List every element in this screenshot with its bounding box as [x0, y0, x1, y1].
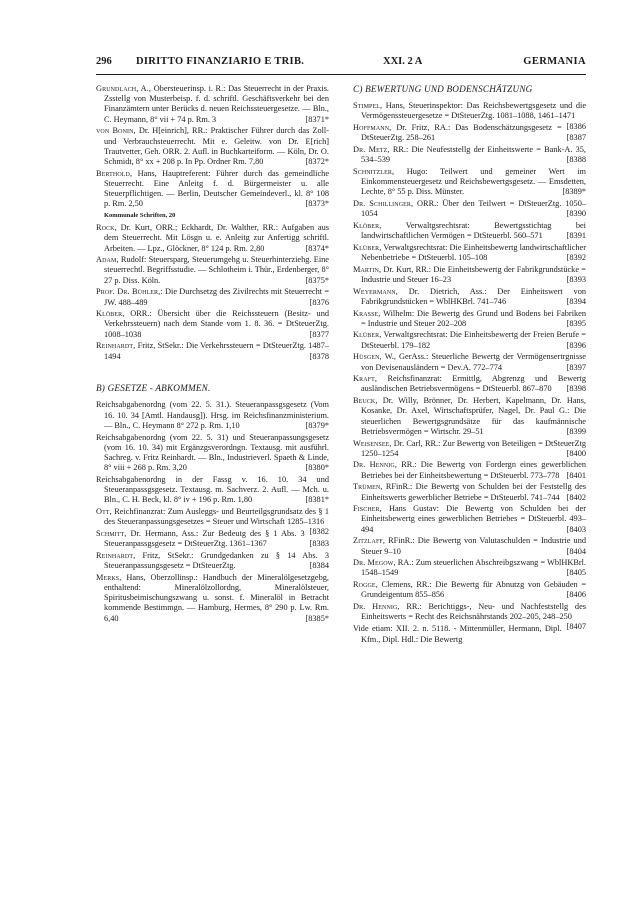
entry-author: Dr. Hennig, [353, 602, 400, 612]
entry-ref-number: [8395 [566, 318, 586, 328]
entry-ref-number: [8396 [566, 340, 586, 350]
bibliography-entry [96, 400, 329, 431]
page-number: 296 [96, 56, 112, 67]
entry-author: Kraft, [353, 374, 378, 384]
entry-text: RR.: Die Neufeststellg der Einheitswerte = Bank-A. 35, 534–539 [361, 145, 587, 165]
entry-ref-number: [8386 [566, 121, 586, 131]
country-label: GERMANIA [523, 56, 586, 67]
entry-text: Hans, Hauptreferent: Führer durch das gemeindliche Steuerrecht. Eine Anleitg f. d. Bürgermeister u. alle Steuerpflichtigen. — Berlin, Deutscher Gemeindeverl., kl. 8° 108 p. Rm. 2,50 [104, 168, 329, 209]
entry-ref-number: [8397 [566, 362, 586, 372]
entry-ref-number: [8382 [309, 527, 329, 537]
entry-text: Reichfinanzrat: Zum Ausleggs- und Beurteilgsgrundsatz des § 1 des Steueranpassungsgesetzes = Steuer und Wirtschaft 1285–1316 [104, 507, 329, 527]
left-column [96, 84, 329, 625]
entry-ref-number: [8401 [566, 470, 586, 480]
entry-text: Verwaltgsrechtsrat: Bewertgsstichtag bei landwirtschaftlichen Vermögen = DtSteuerbl. 560–571 [361, 220, 586, 241]
entry-author: Berthold, [96, 168, 133, 178]
entry-text: Dr. Dietrich, Ass.: Der Einheitswert von Fabrikgrundstücken = WblHKBrl. 741–746 [361, 286, 587, 306]
bibliography-entry [353, 482, 586, 502]
entry-author: Dr. Megow, [353, 558, 396, 568]
entry-author: Schnitzler, [353, 166, 395, 176]
entry-author: Klüber, [353, 242, 382, 252]
entry-ref-number: [8402 [566, 492, 586, 502]
entry-ref-number: [8372* [305, 156, 329, 166]
bibliography-entry [353, 352, 586, 372]
entry-author: Klüber, [353, 330, 382, 340]
entry-ref-number: [8375* [305, 275, 329, 285]
entry-text: Wilhelm: Die Bewertg des Grund und Bodens bei Fabriken = Industrie und Steuer 202–208 [361, 308, 586, 328]
entry-text: Dr. H[einrich], RR.: Praktischer Führer durch das Zoll-und Verbrauchsteuerrecht. Mit e. Geleitw. von Dr. E[rich] Trautvetter, Geh. ORR. 2. Aufl. in Buchkarteiform. — Köln, Dr. O. Schmidt, 8° xx + 208 p. In Pp. Ordner Rm. 7,80 [104, 126, 329, 166]
entry-author: Rogge, [353, 580, 378, 590]
entry-text: Dr. Kurt, RR.: Die Einheitsbewertg der Fabrikgrundstücke = Industrie und Steuer 16–23 [361, 264, 586, 284]
entry-text: Dr. Hermann, Ass.: Zur Bedeutg des § 1 Abs. 3 Steueranpassgsgesetz = DtSteuerZtg. 1361–1367 [104, 528, 305, 549]
entry-author: Adam, [96, 255, 119, 265]
right-column [353, 84, 586, 646]
entry-ref-number: [8381* [305, 495, 329, 505]
section-c-heading: C) BEWERTUNG UND BODENSCHÄTZUNG [353, 84, 533, 94]
entry-ref-number: [8380* [305, 463, 329, 473]
bibliography-entry [353, 265, 586, 285]
volume-label: XXI. 2 A [383, 56, 423, 67]
entry-ref-number: [8400 [566, 448, 586, 458]
entry-text: Dr. Fritz, RA.: Das Bodenschätzungsgesetz = DtSteuerZtg. 258–261 [361, 123, 562, 143]
entry-ref-number: [8378 [309, 351, 329, 361]
entry-author: Reinhardt, [96, 550, 136, 560]
section-b-heading: B) GESETZE - ABKOMMEN. [96, 383, 211, 394]
entry-ref-number: [8389* [562, 187, 586, 197]
entry-author: Rock, [96, 223, 117, 233]
bibliography-entry [353, 536, 586, 556]
entry-text: Hans, Oberzollinsp.: Handbuch der Mineralölgesetzgebg, enthaltend: Mineralölzollordng, Mineralölsteuer, Spiritusbeimischungszwang u. sonst. f. Mineralöl in Betracht kommende Bestimmgn. — Hamburg, Hermes, 8° 290 p. Lw. Rm. 6,40 [104, 572, 329, 623]
entry-ref-number: [8384 [309, 561, 329, 571]
entry-ref-number: [8385* [305, 613, 329, 623]
entry-text: Verwaltgsrechtsrat: Die Einheitsbewertg landwirtschaftlicher Nebenbetriebe = DtSteuerbl. 105–108 [361, 242, 586, 263]
entry-ref-number: [8398 [566, 384, 586, 394]
entry-author: Klöber, [353, 220, 382, 230]
bibliography-entry [96, 551, 329, 571]
entry-author: Schmitt, [96, 528, 127, 538]
bibliography-entry [96, 169, 329, 210]
entry-author: Hüsgen, [353, 352, 382, 362]
entry-text: Reichsfinanzrat: Ermittlg, Abgrenzg und Bewertg ausländischen Betriebsvermögens = DtSteuerbl. 867–870 [361, 374, 587, 394]
bibliography-entry [353, 580, 586, 600]
entry-ref-number: [8399 [566, 426, 586, 436]
entry-text: RR.: Die Bewertg von Fordergn eines gewerblichen Betriebes bei der Einheitsbewertung = DtSteuerbl. 773–778 [361, 460, 586, 480]
entry-text: Obersteuerinsp. i. R.: Das Steuerrecht in der Praxis. Zsstellg von Musterbeisp. f. d. schriftl. Geschäftsverkehr bei den Finanzämtern unter Berücks d. neuen Reichssteuergesetze. — Bln., C. Heymann, 8° vii + 74 p. Rm. 3 [104, 84, 329, 124]
entry-author: Zitzlaff, [353, 536, 386, 546]
entry-ref-number: [8373* [305, 199, 329, 209]
entry-text: Die Durchsetzg des Zivilrechts mit Steuerrecht = JW. 488–489 [104, 287, 330, 307]
bibliography-entry [353, 123, 586, 143]
bibliography-entry [96, 309, 329, 340]
bibliography-entry [96, 126, 329, 167]
bibliography-entry [353, 396, 586, 437]
entry-ref-number: [8407 [566, 622, 586, 632]
bibliography-entry [96, 84, 329, 125]
entries-group-laws [96, 400, 329, 623]
entry-ref-number: [8406 [566, 590, 586, 600]
entry-author: Beuck, [353, 396, 378, 406]
bibliography-entry [353, 309, 586, 329]
entry-ref-number: [8393 [566, 274, 586, 284]
entry-ref-number: [8379* [305, 420, 329, 430]
entry-text: Dr. Kurt, ORR.; Eckhardt, Dr. Walther, RR.: Aufgaben aus dem Steuerrecht. Mit Lösgn u. e. Anleitg zur Anfertigg schriftl. Arbeiten. — Lpz., Glöckner, 8° 124 p. Rm. 2,80 [104, 223, 329, 253]
entry-text: ORR.: Über den Teilwert = DtSteuerZtg. 1050–1054 [361, 199, 586, 219]
bibliography-entry [96, 433, 329, 474]
entry-author: Prof. Dr. Bühler,: [96, 287, 163, 297]
entry-text: Clemens, RR.: Die Bewertg für Abnutzg von Gebäuden = Grundeigentum 855–856 [361, 580, 586, 600]
entry-text: Reichsabgabenordng (vom 22. 5. 31) und Steueranpassungsgesetz (vom 16. 10. 34) mit Ergänzgsverordngn. Textausg. mit ausführl. Sachreg. v. Fritz Reinhardt. — Bln., Industrieverl. Spaeth & Linde, 8° viii + 268 p. Rm. 3,20 [96, 432, 329, 473]
entry-text: Reichsabgabenordng in der Fassg v. 16. 10. 34 und Steueranpassgsgesetz. Textausg. m. Sachverz. 2. Aufl. — Mch. u. Bln., C. H. Beck, kl. 8° iv + 196 p. Rm. 1,80 [96, 474, 329, 505]
bibliography-entry [353, 167, 586, 198]
entry-author: Merks, [96, 572, 122, 582]
entry-text: Fritz, StSekr.: Grundgedanken zu § 14 Abs. 3 Steueranpassungsgesetz = DtSteuerZtg. [104, 550, 330, 571]
journal-title: DIRITTO FINANZIARIO E TRIB. [136, 56, 305, 67]
entry-text: RA.: Zum steuerlichen Abschreibgszwang = WblHKBrl. 1548–1549 [361, 558, 586, 578]
entry-text: ORR.: Übersicht über die Reichssteuern (Besitz- und Verkehrssteuern) nach dem Stande vom 1. 8. 36. = DtSteuerZtg. 1008–1038 [104, 309, 329, 339]
entry-text: RFinR.: Die Bewertg von Valutaschulden = Industrie und Steuer 9–10 [361, 536, 586, 556]
bibliography-entry [353, 287, 586, 307]
section-gap [96, 363, 329, 379]
bibliography-entry [96, 573, 329, 624]
entry-author: Krasse, [353, 308, 381, 318]
entry-text: Reichsabgabenordng (vom 22. 5. 31.). Steueranpassgsgesetz (Vom 16. 10. 34 [Amtl. Handausg]). Hrsg. im Reichsfinanzministerium. — Bln., C. Heymann 8° 272 p. Rm. 1,10 [96, 400, 329, 430]
bibliography-entry [353, 602, 586, 632]
entry-author: Dr. Metz, [353, 145, 390, 155]
bibliography-entry [96, 223, 329, 254]
entry-author: Dr. Hennig, [353, 460, 398, 470]
bibliography-entry [96, 255, 329, 286]
entry-text: Fritz, StSekr.: Die Verkehrssteuern = DtSteuerZtg. 1487–1494 [104, 341, 329, 361]
entry-ref-number: [8371* [305, 114, 329, 124]
bibliography-entry [353, 460, 586, 480]
entry-author: Dr. Schillinger, [353, 199, 414, 209]
entry-ref-number: [8388 [566, 155, 586, 165]
entry-ref-number: [8405 [566, 568, 586, 578]
entry-ref-number: [8403 [566, 524, 586, 534]
entry-text: RFinR.: Die Bewertg von Schulden bei der Feststellg des Einheitswerts gewerblicher Betriebe = DtSteuerbl. 741–744 [361, 482, 586, 502]
entries-group-general [96, 84, 329, 209]
entry-ref-number: [8390 [566, 209, 586, 219]
bibliography-entry [96, 287, 329, 307]
entry-author: von Bonin, [96, 126, 136, 136]
entry-author: Weyermann, [353, 286, 398, 296]
entry-author: Martin, [353, 264, 382, 274]
entry-ref-number: [8374* [305, 243, 329, 253]
bibliography-entry [353, 558, 586, 578]
entry-author: Hoffmann, [353, 123, 392, 133]
entry-ref-number: [8404 [566, 546, 586, 556]
entry-ref-number: [8376 [309, 297, 329, 307]
entry-ref-number: [8383 [309, 539, 329, 549]
bibliography-entry [353, 145, 586, 165]
entry-ref-number: [8392 [566, 253, 586, 263]
entry-ref-number: [8387 [566, 133, 586, 143]
bibliography-entry [96, 529, 329, 549]
bibliography-entry [353, 504, 586, 535]
entry-text: Hugo: Teilwert und gemeiner Wert im Einkommensteuergesetz und Reichsbewertgsgesetz. — Emsdetten, Lechte, 8° 55 p. Diss. Münster. [361, 166, 586, 197]
entry-ref-number: [8377 [309, 329, 329, 339]
bibliography-entry [353, 374, 586, 394]
entry-author: Ott, [96, 507, 112, 517]
bibliography-entry [353, 199, 586, 219]
entry-text: RR.: Berichtiggs-, Neu- und Nachfeststellg des Einheitswerts = Recht des Reichsnährstands 202–205, 248–250 [361, 602, 586, 622]
bibliography-entry [353, 221, 586, 241]
entry-text: Dr. Willy, Brönner, Dr. Herbert, Kapelmann, Dr. Hans, Kosanke, Dr. Axel, Wirtschaftsprüfer, Nagel, Dr. Paul G.: Die steuerlichen Bewertgsgrundsätze für das kaufmännische Betriebsvermögen = Wirtschr. 29–51 [361, 396, 586, 436]
series-note: Kommunale Schriften, 20 [104, 211, 176, 219]
entries-group-valuation [353, 101, 587, 632]
bibliography-entry [96, 475, 329, 506]
entry-text: Dr. Carl, RR.: Zur Bewertg von Beteiligen = DtSteuerZtg 1250–1254 [361, 438, 586, 458]
bibliography-entry [353, 330, 586, 350]
entry-author: Trümen, [353, 482, 383, 492]
entry-text: Verwaltgsrechtsrat: Die Einheitsbewertg der Freien Berufe = DtSteuerbl. 179–182 [361, 330, 586, 350]
entry-ref-number: [8391 [566, 231, 586, 241]
entry-ref-number: [8394 [566, 296, 586, 306]
entries-group-general-cont [96, 223, 329, 362]
cross-reference-note: Vide etiam: XII. 2. n. 5118. - Mittenmüller, Hermann, Dipl. Kfm., Dipl. Hdl.: Die Bewertg [353, 624, 562, 644]
header-rule [96, 74, 586, 75]
entry-author: Reinhardt, [96, 341, 136, 351]
bibliography-entry [353, 243, 586, 263]
entry-text: W., GerAss.: Steuerliche Bewertg der Vermögensertrgnisse von Devisenausländern = Dev.A. 772–774 [361, 352, 586, 372]
entry-author: Klöber, [96, 309, 125, 319]
entry-author: Fischer, [353, 504, 382, 514]
entry-text: Rudolf: Steuersparg, Steuerumgehg u. Steuerhinterziehg. Eine steuerrechtl. Begriffsstudie. — Schlotheim i. Thür., Erdenberger, 8° 27 p. Diss. Köln. [104, 255, 329, 285]
entry-author: Grundlach, A., [96, 84, 152, 93]
entry-text: Hans Gustav: Die Bewertg von Schulden bei der Einheitsbewertg eines gewerblichen Betriebes = DtSteuerbl. 493–494 [361, 504, 586, 534]
entry-text: Hans, Steuerinspektor: Das Reichsbewertgsgesetz und die Vermögenssteuergesetze = DtSteuerZtg. 1081–1088, 1461–1471 [361, 101, 587, 121]
bibliography-entry [96, 341, 329, 361]
entry-author: Weisensee, [353, 438, 392, 448]
bibliography-entry [353, 439, 586, 459]
entry-author: Stimpel, [353, 101, 383, 111]
